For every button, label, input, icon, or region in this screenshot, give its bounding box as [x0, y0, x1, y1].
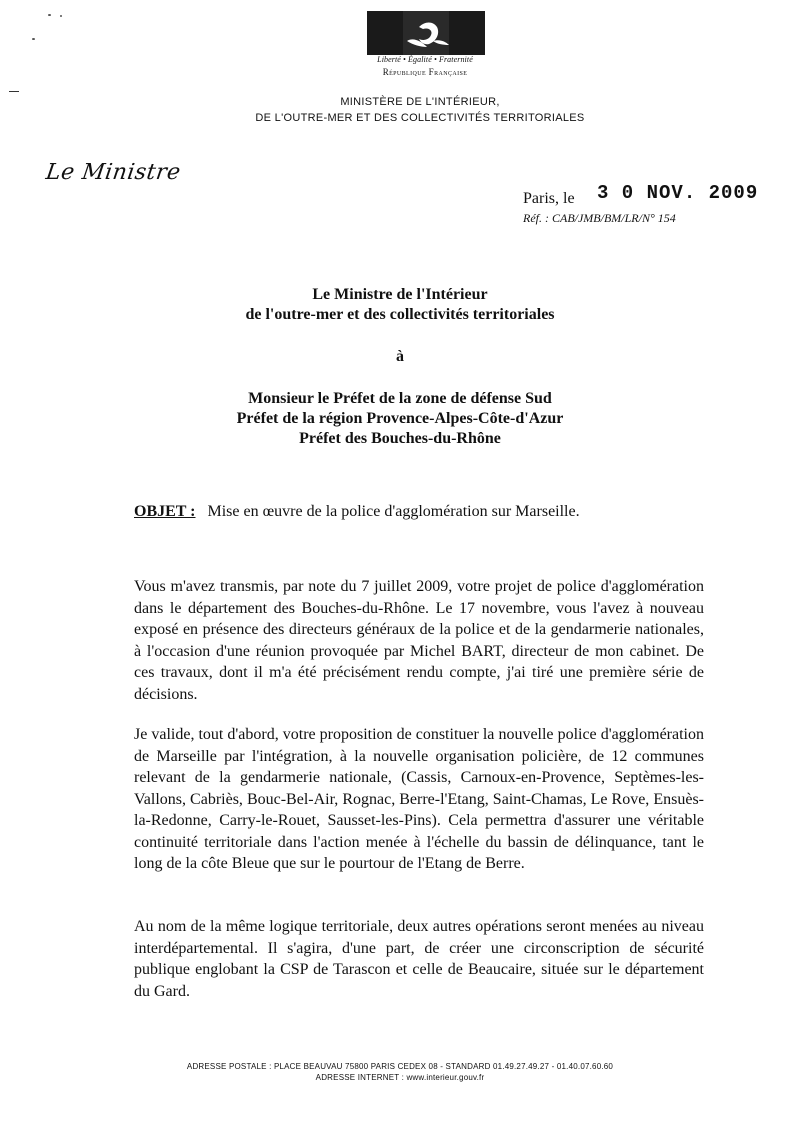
recipient-line3: Préfet des Bouches-du-Rhône — [299, 430, 501, 447]
marianne-emblem-icon — [367, 11, 485, 55]
addressed-to: à — [396, 348, 404, 365]
signatory-heading: Le Ministre — [44, 160, 183, 185]
scan-speck — [48, 14, 51, 16]
subject-line — [134, 503, 580, 521]
recipient-line2: Préfet de la région Provence-Alpes-Côte-d'Azur — [236, 410, 564, 427]
dateline-date-stamp: 3 0 NOV. 2009 — [597, 182, 759, 204]
sender-line2: de l'outre-mer et des collectivités territoriales — [245, 306, 555, 323]
ministry-name-line1: MINISTÈRE DE L'INTÉRIEUR, — [340, 96, 500, 108]
body-paragraph-2: Je valide, tout d'abord, votre proposition de constituer la nouvelle police d'agglomération de Marseille par l'intégration, à la nouvelle organisation policière, de 12 communes relevant de la gendarmerie nationale, (Cassis, Carnoux-en-Provence, Septèmes-les-Vallons, Cabriès, Bouc-Bel-Air, Rognac, Berre-l'Etang, Saint-Chamas, Le Rove, Ensuès-la-Redonne, Carry-le-Rouet, Sausset-les-Pins). Cela permettra d'assurer une véritable continuité territoriale dans l'action menée à l'échelle du bassin de délinquance, tant le long de la côte Bleue que sur le pourtour de l'Etang de Berre. — [134, 726, 704, 872]
sender-line1: Le Ministre de l'Intérieur — [312, 286, 488, 303]
body-paragraph-1: Vous m'avez transmis, par note du 7 juillet 2009, votre projet de police d'agglomération dans le département des Bouches-du-Rhône. Le 17 novembre, vous l'avez à nouveau exposé en présence des directeurs généraux de la police et de la gendarmerie nationales, à l'occasion d'une réunion provoquée par Michel BART, directeur de mon cabinet. De ces travaux, dont il m'a été précisément rendu compte, j'ai tiré une première série de décisions. — [134, 578, 704, 703]
dateline-place: Paris, le — [523, 190, 575, 207]
marianne-logo — [367, 11, 485, 55]
scan-speck — [60, 15, 62, 17]
ministry-name-line2: DE L'OUTRE-MER ET DES COLLECTIVITÉS TERRITORIALES — [255, 112, 585, 124]
reference-number: Réf. : CAB/JMB/BM/LR/N° 154 — [523, 211, 676, 225]
recipient-line1: Monsieur le Préfet de la zone de défense Sud — [248, 390, 552, 407]
subject-text: Mise en œuvre de la police d'agglomération sur Marseille. — [207, 503, 580, 520]
scan-speck — [32, 38, 35, 40]
republic-motto: Liberté • Égalité • Fraternité — [377, 55, 473, 64]
scan-mark — [9, 91, 19, 92]
body-paragraph-3: Au nom de la même logique territoriale, deux autres opérations seront menées au niveau interdépartemental. Il s'agira, d'une part, de créer une circonscription de sécurité publique englobant la CSP de Tarascon et celle de Beaucaire, située sur le département du Gard. — [134, 918, 704, 1000]
republic-name: République Française — [382, 67, 468, 77]
footer-website: ADRESSE INTERNET : www.interieur.gouv.fr — [315, 1073, 485, 1082]
subject-label: OBJET : — [134, 503, 196, 520]
footer-postal-address: ADRESSE POSTALE : PLACE BEAUVAU 75800 PARIS CEDEX 08 - STANDARD 01.49.27.49.27 - 01.40.07.60.60 — [186, 1062, 614, 1071]
